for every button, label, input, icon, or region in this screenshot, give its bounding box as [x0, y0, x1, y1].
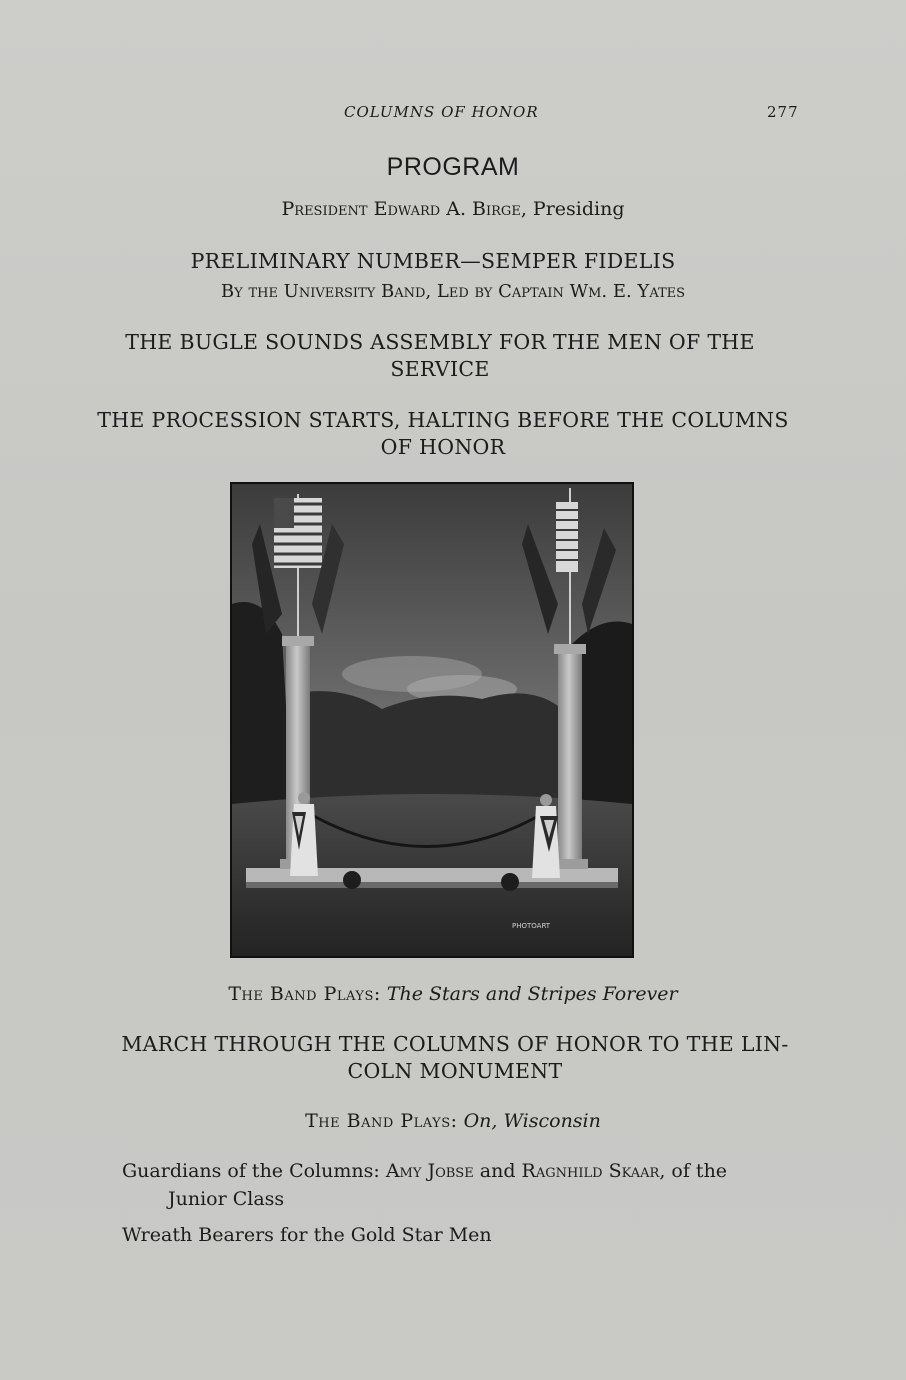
photo-illustration [232, 484, 632, 956]
columns-of-honor-photo [230, 482, 634, 958]
guardians-line-1 [122, 1157, 792, 1185]
photo-studio-mark: PHOTOART [512, 922, 551, 930]
guardians-line-2: Junior Class [168, 1188, 285, 1210]
presiding-name: President Edward A. Birge [281, 198, 521, 220]
procession-line-1: THE PROCESSION STARTS, HALTING BEFORE THE COLUMNS [97, 408, 789, 432]
guardian-name-2: Ragnhild Skaar [521, 1160, 660, 1182]
march-line-2: COLN MONUMENT [347, 1059, 563, 1083]
guardian-left [290, 792, 318, 876]
right-american-flag [556, 502, 578, 572]
procession-line-2: OF HONOR [380, 435, 506, 459]
running-head-title: COLUMNS OF HONOR [344, 103, 539, 121]
caption-on-wisconsin [0, 1110, 906, 1132]
band-byline: By the University Band, Led by Captain Wm. E. Yates [220, 281, 686, 302]
program-title: PROGRAM [386, 153, 520, 181]
guardians-label: Guardians of the Columns: [122, 1160, 380, 1182]
preliminary-number: PRELIMINARY NUMBER—SEMPER FIDELIS [190, 249, 676, 273]
caption-1-piece: The Stars and Stripes Forever [386, 983, 678, 1005]
bugle-heading [60, 329, 820, 383]
page-number: 277 [767, 103, 799, 121]
bugle-line-2: SERVICE [390, 357, 490, 381]
guardians-and: and [479, 1160, 516, 1182]
presiding-role: Presiding [532, 198, 625, 220]
presiding-sep: , [520, 198, 533, 220]
march-heading [60, 1031, 850, 1085]
presiding-line [0, 198, 906, 220]
guardian-name-1: Amy Jobse [385, 1160, 474, 1182]
guardian-right [532, 794, 560, 878]
caption-stars-and-stripes [0, 983, 906, 1005]
guardians-suffix: , of the [659, 1160, 728, 1182]
bugle-line-1: THE BUGLE SOUNDS ASSEMBLY FOR THE MEN OF THE [125, 330, 755, 354]
wreath-bearers: Wreath Bearers for the Gold Star Men [122, 1224, 492, 1246]
guardians-paragraph [122, 1157, 792, 1213]
caption-2-label: The Band Plays: [305, 1110, 458, 1132]
caption-2-piece: On, Wisconsin [463, 1110, 601, 1132]
caption-1-label: The Band Plays: [228, 983, 381, 1005]
procession-heading [55, 407, 831, 461]
march-line-1: MARCH THROUGH THE COLUMNS OF HONOR TO THE LIN- [121, 1032, 789, 1056]
